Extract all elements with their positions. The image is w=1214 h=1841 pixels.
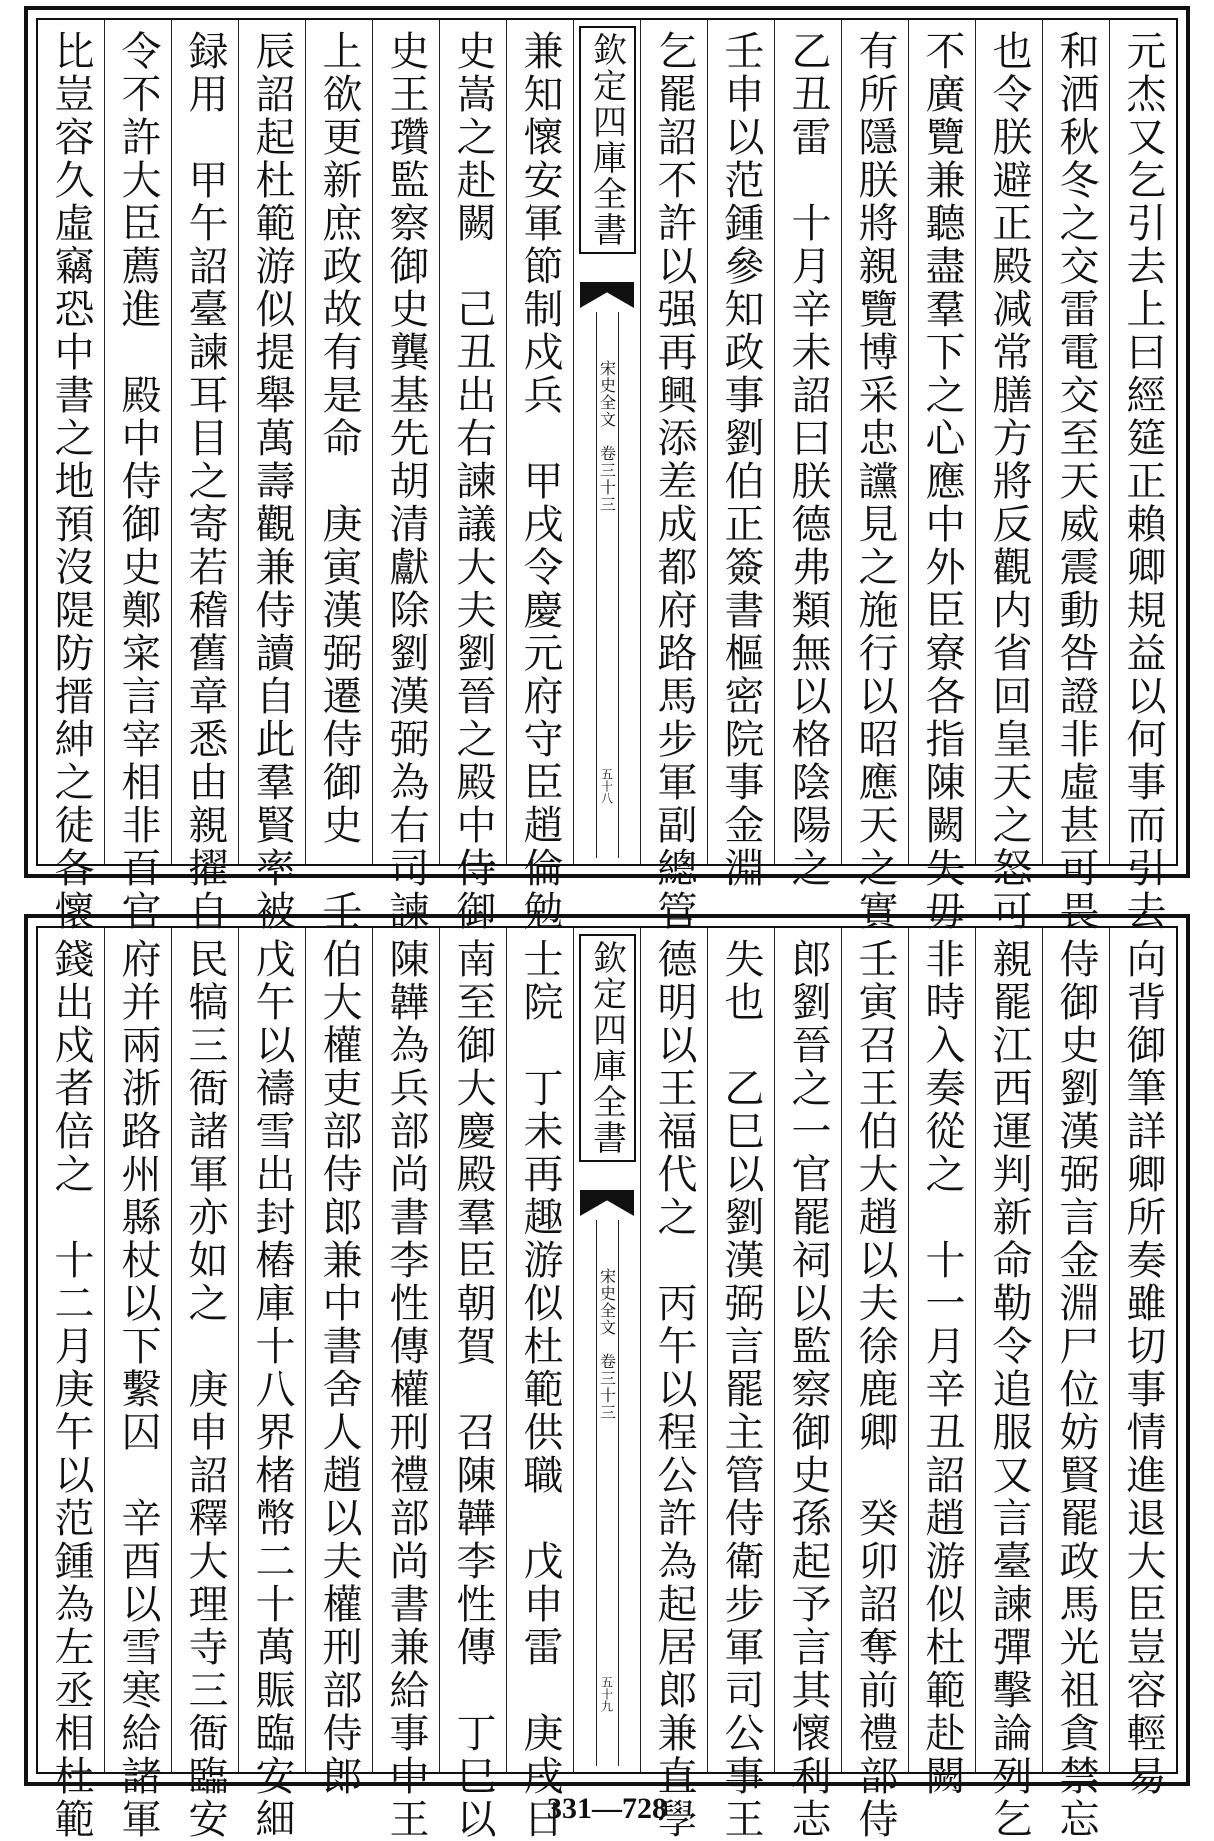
text-column: 令不許大臣薦進 殿中侍御史鄭寀言宰相非百官 bbox=[104, 20, 171, 864]
folio-number: 五十八 bbox=[599, 768, 614, 804]
text-column: 郎劉晉之一官罷祠以監察御史孫起予言其懷利志 bbox=[774, 928, 841, 1772]
book-series-title: 欽定四庫全書 bbox=[574, 26, 640, 254]
text-column: 上欲更新庶政故有是命 庚寅漢弼遷侍御史 壬 bbox=[305, 20, 372, 864]
text-column: 府并兩浙路州縣杖以下繫囚 辛酉以雪寒給諸軍 bbox=[104, 928, 171, 1772]
text-column: 民犒三衙諸軍亦如之 庚申詔釋大理寺三衙臨安 bbox=[171, 928, 238, 1772]
text-column: 乙丑雷 十月辛未詔曰朕德弗類無以格陰陽之 bbox=[774, 20, 841, 864]
fishtail-ornament bbox=[580, 1190, 634, 1216]
text-column: 也令朕避正殿减常膳方將反觀内省回皇天之怒可 bbox=[975, 20, 1042, 864]
book-series-title: 欽定四庫全書 bbox=[574, 934, 640, 1162]
folio-number: 五十九 bbox=[599, 1676, 614, 1712]
text-column: 戊午以禱雪出封樁庫十八界楮幣二十萬賑臨安細 bbox=[238, 928, 305, 1772]
text-column: 兼知懷安軍節制戍兵 甲戌令慶元府守臣趙倫勉 bbox=[506, 20, 573, 864]
text-column: 史王瓚監察御史龔基先胡清獻除劉漢弼為右司諫 bbox=[372, 20, 439, 864]
page-code: 331—728 bbox=[547, 1792, 667, 1825]
upper-columns bbox=[38, 20, 1176, 933]
text-column: 壬寅召王伯大趙以夫徐鹿卿 癸卯詔奪前禮部侍 bbox=[841, 928, 908, 1772]
text-column: 親罷江西運判新命勒令追服又言臺諫彈擊論列乞 bbox=[975, 928, 1042, 1772]
text-column: 有所隱朕將親覽博采忠讜見之施行以昭應天之實 bbox=[841, 20, 908, 864]
text-column: 伯大權吏部侍郎兼中書舍人趙以夫權刑部侍郎 bbox=[305, 928, 372, 1772]
chapter-label: 宋史全文 卷三十三 bbox=[597, 360, 617, 513]
text-column: 陳韡為兵部尚書李性傳權刑禮部尚書兼給事中王 bbox=[372, 928, 439, 1772]
text-column: 元杰又乞引去上曰經筵正賴卿規益以何事而引去 bbox=[1109, 20, 1176, 864]
text-column: 辰詔起杜範游似提舉萬壽觀兼侍讀自此羣賢率被 bbox=[238, 20, 305, 864]
fishtail-ornament bbox=[580, 282, 634, 308]
text-column: 侍御史劉漢弼言金淵尸位妨賢罷政馬光祖貪禁忘 bbox=[1042, 928, 1109, 1772]
text-column: 和洒秋冬之交雷電交至天威震動咎證非虛甚可畏 bbox=[1042, 20, 1109, 864]
text-column: 德明以王福代之 丙午以程公許為起居郎兼直學 bbox=[640, 928, 707, 1772]
text-column: 非時入奏從之 十一月辛丑詔趙游似杜範赴闕 bbox=[908, 928, 975, 1772]
text-column: 失也 乙巳以劉漢弼言罷主管侍衛步軍司公事王 bbox=[707, 928, 774, 1772]
text-column: 録用 甲午詔臺諫耳目之寄若稽舊章悉由親擢自 bbox=[171, 20, 238, 864]
upper-page-frame bbox=[36, 18, 1178, 933]
text-column: 乞罷詔不許以强再興添差成都府路馬步軍副總管 bbox=[640, 20, 707, 864]
center-fold-column bbox=[573, 928, 640, 1772]
text-column: 不廣覽兼聽盡羣下之心應中外臣寮各指陳闕失毋 bbox=[908, 20, 975, 864]
text-column: 錢出戍者倍之 十二月庚午以范鍾為左丞相杜範 bbox=[48, 938, 94, 1841]
text-column: 史嵩之赴闕 己丑出右諫議大夫劉晉之殿中侍御 bbox=[439, 20, 506, 864]
text-column: 南至御大慶殿羣臣朝賀 召陳韡李性傳 丁巳以 bbox=[439, 928, 506, 1772]
chapter-label: 宋史全文 卷三十三 bbox=[597, 1268, 617, 1421]
text-column: 壬申以范鍾參知政事劉伯正簽書樞密院事金淵 bbox=[707, 20, 774, 864]
text-column: 士院 丁未再趣游似杜範供職 戊申雷 庚戌日 bbox=[506, 928, 573, 1772]
text-column: 向背御筆詳卿所奏雖切事情進退大臣豈容輕易 bbox=[1109, 928, 1176, 1772]
text-column: 比豈容久虛竊恐中書之地預沒隄防搢紳之徒各懷 bbox=[48, 30, 94, 933]
center-fold-column bbox=[573, 20, 640, 864]
upper-page bbox=[24, 6, 1190, 933]
